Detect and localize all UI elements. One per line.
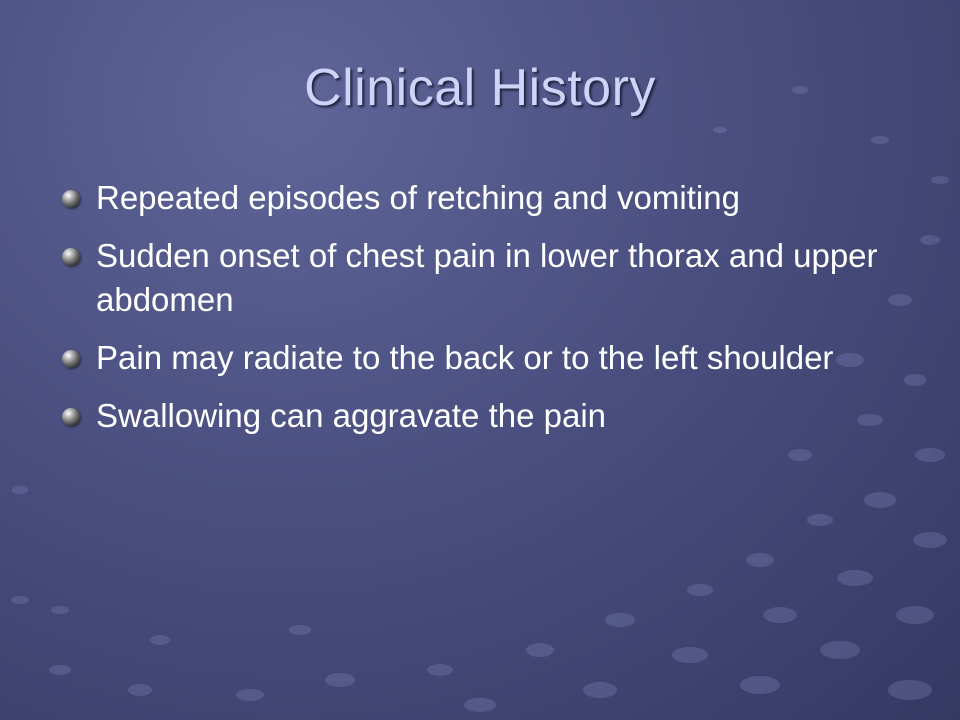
slide-title: Clinical History (304, 59, 656, 117)
bullet-item (62, 336, 922, 380)
bullet-text: Sudden onset of chest pain in lower thorax and upper abdomen (96, 237, 878, 318)
sphere-bullet-icon (62, 350, 80, 368)
bullet-item (62, 234, 922, 322)
bullet-text: Swallowing can aggravate the pain (96, 397, 607, 434)
bullet-text: Pain may radiate to the back or to the left shoulder (96, 339, 834, 376)
bullet-list (62, 176, 922, 452)
bullet-item (62, 176, 922, 220)
sphere-bullet-icon (62, 248, 80, 266)
sphere-bullet-icon (62, 190, 80, 208)
bullet-text: Repeated episodes of retching and vomiting (96, 179, 740, 216)
sphere-bullet-icon (62, 408, 80, 426)
bullet-item (62, 394, 922, 438)
